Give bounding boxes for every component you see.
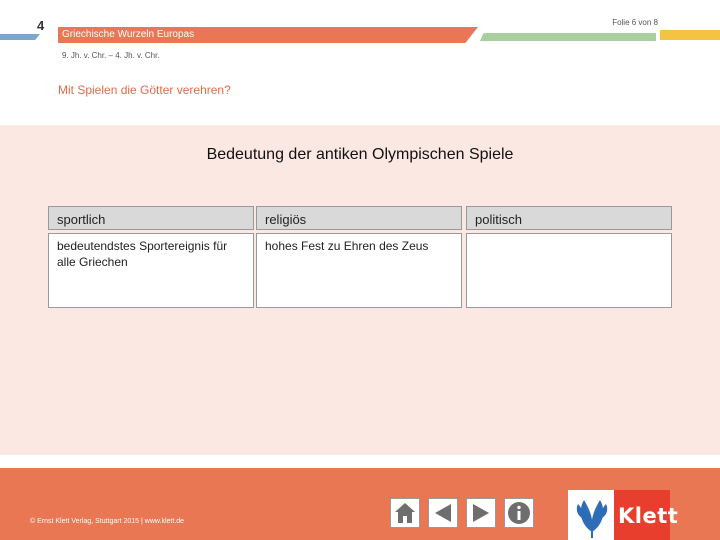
chapter-title: Griechische Wurzeln Europas bbox=[62, 29, 195, 40]
column-header-sport: sportlich bbox=[48, 206, 254, 230]
slide-question: Mit Spielen die Götter verehren? bbox=[58, 83, 231, 97]
home-button[interactable] bbox=[390, 498, 420, 528]
klett-logo bbox=[568, 490, 679, 540]
table-heading: Bedeutung der antiken Olympischen Spiele bbox=[206, 146, 514, 163]
decorative-stripe-blue bbox=[0, 34, 40, 40]
klett-wordmark: Klett bbox=[618, 504, 679, 528]
previous-button[interactable] bbox=[428, 498, 458, 528]
arrow-right-icon bbox=[470, 502, 492, 524]
column-header-religion: religiös bbox=[256, 206, 462, 230]
cell-religion: hohes Fest zu Ehren des Zeus bbox=[256, 233, 462, 308]
arrow-left-icon bbox=[432, 502, 454, 524]
slide-counter: Folie 6 von 8 bbox=[612, 18, 658, 27]
home-icon bbox=[393, 501, 417, 525]
epoch-label: 9. Jh. v. Chr. – 4. Jh. v. Chr. bbox=[62, 51, 160, 60]
info-icon bbox=[507, 501, 531, 525]
chapter-number: 4 bbox=[37, 18, 45, 33]
cell-politics bbox=[466, 233, 672, 308]
decorative-stripe-yellow bbox=[660, 30, 720, 40]
copyright: © Ernst Klett Verlag, Stuttgart 2015 | www.klett.de bbox=[30, 518, 185, 525]
decorative-stripe-green bbox=[480, 33, 656, 41]
klett-leaf-icon bbox=[570, 490, 614, 540]
next-button[interactable] bbox=[466, 498, 496, 528]
info-button[interactable] bbox=[504, 498, 534, 528]
column-header-politics: politisch bbox=[466, 206, 672, 230]
cell-sport: bedeutendstes Sportereignis für alle Griechen bbox=[48, 233, 254, 308]
meaning-table bbox=[48, 206, 672, 308]
